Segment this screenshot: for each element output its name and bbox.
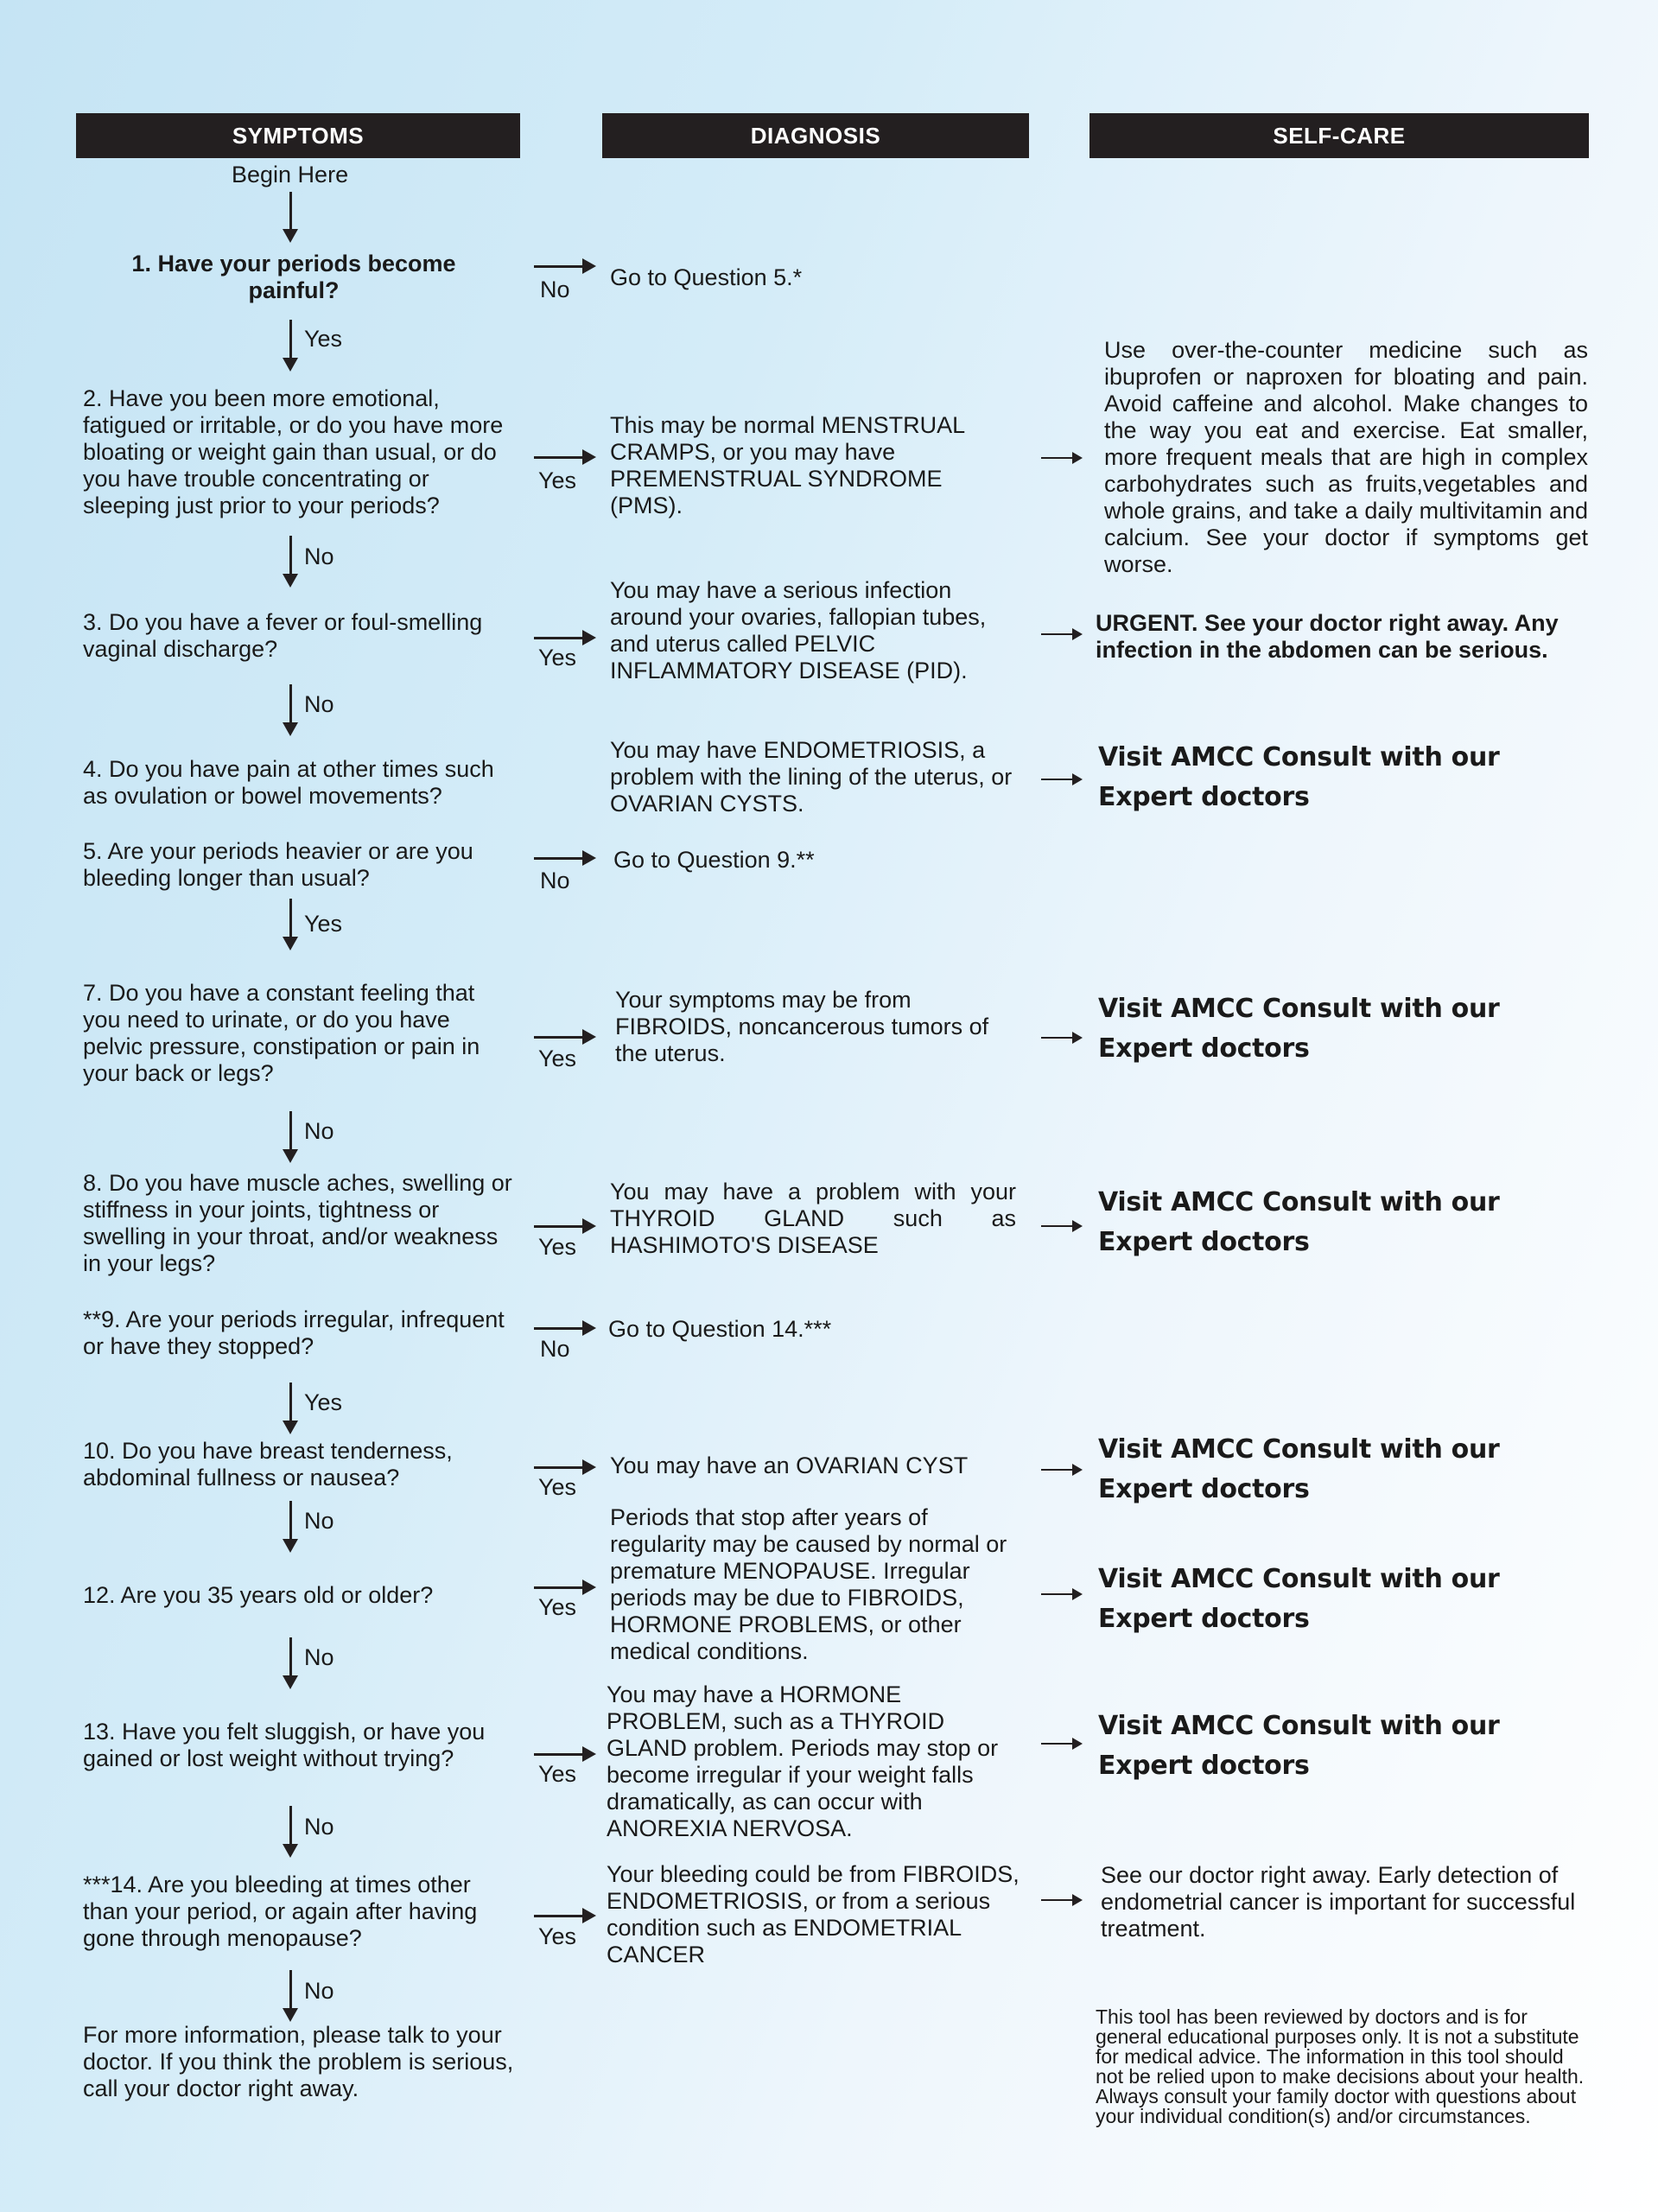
question-2: 2. Have you been more emotional, fatigued or irritable, or do you have more bloating or weight gain than usual, or do you have trouble concentrating or sleeping just prior to your periods? [83, 385, 504, 518]
right-arrow-icon [1041, 1593, 1074, 1595]
right-arrow-icon [534, 1466, 584, 1469]
yes-label: Yes [304, 911, 343, 937]
no-label: No [540, 1336, 570, 1362]
visit-line-2: Expert doctors [1098, 782, 1310, 812]
visit-line-1: Visit AMCC Consult with our [1098, 1711, 1500, 1741]
down-arrow-icon [289, 1111, 292, 1151]
down-arrow-icon [289, 1806, 292, 1846]
diagnosis-3: You may have a serious infection around your ovaries, fallopian tubes, and uterus called PELVIC INFLAMMATORY DISEASE (PID). [610, 577, 987, 683]
yes-label: Yes [538, 467, 577, 493]
no-label: No [304, 1508, 334, 1534]
visit-line-1: Visit AMCC Consult with our [1098, 1187, 1500, 1217]
down-arrow-icon [289, 1501, 292, 1541]
diagnosis-13: You may have a HORMONE PROBLEM, such as a THYROID GLAND problem. Periods may stop or become irregular if your weight falls dramatically, as can occur with ANOREXIA NERVOSA. [607, 1681, 999, 1841]
yes-label: Yes [538, 1474, 577, 1500]
question-5: 5. Are your periods heavier or are you bleeding longer than usual? [83, 838, 473, 891]
right-arrow-icon [1041, 457, 1074, 459]
right-arrow-icon [534, 1586, 584, 1589]
diagnosis-10: You may have an OVARIAN CYST [610, 1452, 969, 1478]
visit-line-2: Expert doctors [1098, 1604, 1310, 1634]
question-14: ***14. Are you bleeding at times other than your period, or again after having gone through menopause? [83, 1872, 478, 1951]
diagnosis-1: Go to Question 5.* [610, 264, 803, 290]
question-1: 1. Have your periods become painful? [131, 251, 456, 303]
self-care-14: See our doctor right away. Early detection of endometrial cancer is important for successful treatment. [1101, 1862, 1576, 1942]
down-arrow-icon [289, 1382, 292, 1422]
yes-label: Yes [538, 1234, 577, 1260]
down-arrow-icon [289, 1637, 292, 1677]
right-arrow-icon [1041, 1899, 1074, 1901]
diagnosis-14: Your bleeding could be from FIBROIDS, ENDOMETRIOSIS, or from a serious condition such as ENDOMETRIAL CANCER [607, 1861, 1020, 1967]
diagnosis-9: Go to Question 14.*** [608, 1316, 832, 1342]
diagnosis-8: You may have a problem with your THYROID GLAND such as HASHIMOTO'S DISEASE [610, 1179, 1016, 1258]
diagnosis-4: You may have ENDOMETRIOSIS, a problem with the lining of the uterus, or OVARIAN CYSTS. [610, 737, 1013, 817]
header-diagnosis: DIAGNOSIS [602, 113, 1029, 158]
right-arrow-icon [1041, 779, 1074, 780]
down-arrow-icon [289, 684, 292, 724]
question-7: 7. Do you have a constant feeling that you need to urinate, or do you have pelvic pressure, constipation or pain in your back or legs? [83, 980, 480, 1086]
no-label: No [304, 1814, 334, 1840]
yes-label: Yes [538, 1761, 577, 1787]
visit-line-2: Expert doctors [1098, 1751, 1310, 1781]
down-arrow-icon [289, 536, 292, 575]
question-13: 13. Have you felt sluggish, or have you gained or lost weight without trying? [83, 1719, 486, 1771]
visit-line-2: Expert doctors [1098, 1474, 1310, 1504]
self-care-7 [1098, 989, 1547, 1069]
question-12: 12. Are you 35 years old or older? [83, 1582, 434, 1608]
visit-line-1: Visit AMCC Consult with our [1098, 1434, 1500, 1465]
question-3: 3. Do you have a fever or foul-smelling vaginal discharge? [83, 609, 483, 662]
yes-label: Yes [304, 1389, 343, 1415]
begin-here-label: Begin Here [232, 162, 349, 188]
visit-line-1: Visit AMCC Consult with our [1098, 1564, 1500, 1594]
diagnosis-7: Your symptoms may be from FIBROIDS, noncancerous tumors of the uterus. [615, 987, 989, 1066]
question-4: 4. Do you have pain at other times such as ovulation or bowel movements? [83, 756, 494, 809]
right-arrow-icon [534, 1327, 584, 1330]
down-arrow-icon [289, 320, 292, 359]
self-care-4 [1098, 738, 1547, 817]
diagnosis-5: Go to Question 9.** [613, 847, 815, 873]
diagnosis-12: Periods that stop after years of regularity may be caused by normal or premature MENOPAUSE. Irregular periods may be due to FIBROIDS, HORMONE PROBLEMS, or other medical conditions. [610, 1504, 1007, 1664]
final-advice: For more information, please talk to your doctor. If you think the problem is serious, call your doctor right away. [83, 2022, 514, 2101]
visit-line-2: Expert doctors [1098, 1033, 1310, 1064]
right-arrow-icon [534, 1753, 584, 1756]
right-arrow-icon [534, 1225, 584, 1228]
yes-label: Yes [538, 1594, 577, 1620]
yes-label: Yes [538, 1923, 577, 1949]
yes-label: Yes [304, 326, 343, 352]
self-care-3: URGENT. See your doctor right away. Any infection in the abdomen can be serious. [1096, 610, 1559, 663]
down-arrow-icon [289, 192, 292, 231]
question-10: 10. Do you have breast tenderness, abdominal fullness or nausea? [83, 1438, 453, 1491]
right-arrow-icon [1041, 1469, 1074, 1471]
right-arrow-icon [1041, 1743, 1074, 1745]
down-arrow-icon [289, 1970, 292, 2010]
right-arrow-icon [534, 1036, 584, 1039]
self-care-12 [1098, 1560, 1547, 1639]
visit-line-1: Visit AMCC Consult with our [1098, 994, 1500, 1024]
self-care-13 [1098, 1707, 1547, 1786]
right-arrow-icon [1041, 1225, 1074, 1227]
disclaimer: This tool has been reviewed by doctors and is for general educational purposes only. It is not a substitute for medical advice. The information in this tool should not be relied upon to make decisions about your health. Always consult your family doctor with questions about your individual condition(s) and/or circumstances. [1096, 2005, 1585, 2127]
diagnosis-2: This may be normal MENSTRUAL CRAMPS, or you may have PREMENSTRUAL SYNDROME (PMS). [610, 412, 965, 518]
right-arrow-icon [534, 456, 584, 459]
no-label: No [304, 543, 334, 569]
right-arrow-icon [534, 1915, 584, 1917]
down-arrow-icon [289, 899, 292, 938]
header-self-care: SELF-CARE [1089, 113, 1589, 158]
no-label: No [304, 1644, 334, 1670]
no-label: No [540, 276, 570, 302]
self-care-2: Use over-the-counter medicine such as ibuprofen or naproxen for bloating and pain. Avoid caffeine and alcohol. Make changes to the way you eat and exercise. Eat smaller, more frequent meals that are high in complex carbohydrates such as fruits,vegetables and whole grains, and take a daily multivitamin and calcium. See your doctor if symptoms get worse. [1104, 337, 1588, 577]
question-9: **9. Are your periods irregular, infrequent or have they stopped? [83, 1306, 505, 1359]
right-arrow-icon [1041, 633, 1074, 635]
right-arrow-icon [1041, 1037, 1074, 1039]
question-8: 8. Do you have muscle aches, swelling or stiffness in your joints, tightness or swelling in your throat, and/or weakness in your legs? [83, 1170, 512, 1276]
header-symptoms: SYMPTOMS [76, 113, 520, 158]
self-care-8 [1098, 1183, 1547, 1262]
right-arrow-icon [534, 857, 584, 860]
visit-line-1: Visit AMCC Consult with our [1098, 742, 1500, 772]
no-label: No [304, 691, 334, 717]
self-care-10 [1098, 1430, 1547, 1510]
no-label: No [304, 1118, 334, 1144]
right-arrow-icon [534, 637, 584, 639]
no-label: No [304, 1978, 334, 2004]
right-arrow-icon [534, 265, 584, 268]
yes-label: Yes [538, 1046, 577, 1071]
no-label: No [540, 868, 570, 893]
visit-line-2: Expert doctors [1098, 1227, 1310, 1257]
yes-label: Yes [538, 645, 577, 671]
